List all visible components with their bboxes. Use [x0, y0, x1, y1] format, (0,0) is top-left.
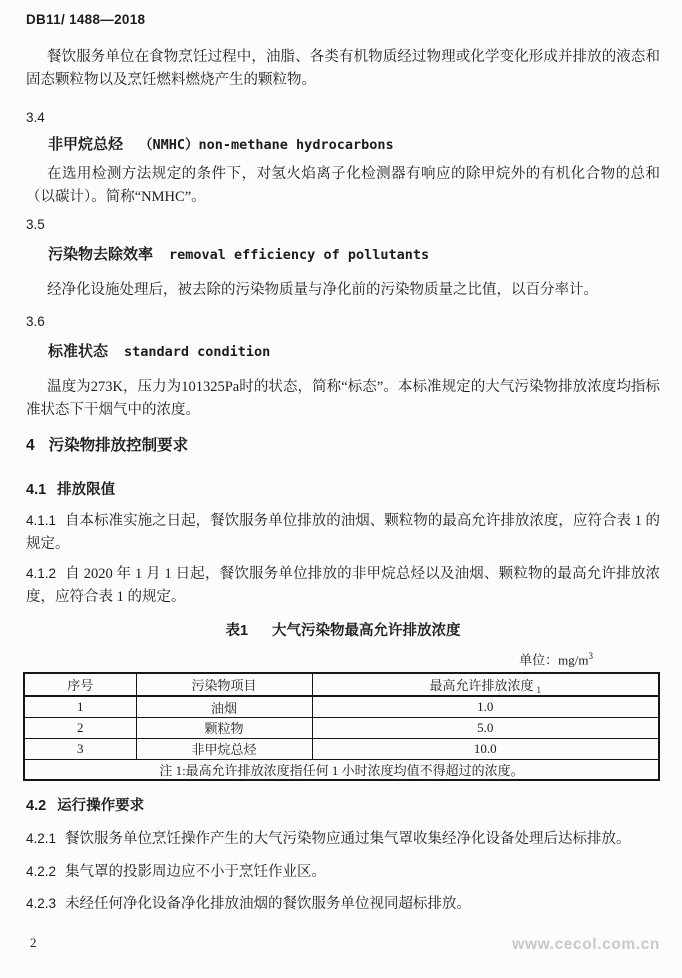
header-cell-index: 序号 [24, 673, 136, 696]
table-cell: 5.0 [312, 717, 659, 738]
table-row [24, 738, 659, 759]
section-4-title: 污染物排放控制要求 [48, 437, 189, 454]
table-unit-label [26, 649, 660, 667]
table-caption-title: 大气污染物最高允许排放浓度 [272, 623, 461, 639]
section-number-3-4: 3.4 [26, 110, 45, 125]
clause-4-2-3 [26, 892, 660, 916]
header-limit-subscript: 1 [536, 684, 541, 695]
table-header-row [24, 673, 659, 696]
table-row [24, 717, 659, 738]
section-number-3-5: 3.5 [26, 217, 45, 232]
table-cell: 2 [24, 717, 136, 738]
table-note-row [24, 759, 659, 780]
clause-text: 餐饮服务单位烹饪操作产生的大气污染物应通过集气罩收集经净化设备处理后达标排放。 [65, 831, 631, 848]
pollutant-limits-table [23, 672, 660, 781]
clause-4-2-2 [26, 860, 660, 884]
clause-number: 4.2.3 [26, 896, 57, 912]
subsection-4-1-title: 排放限值 [57, 482, 116, 498]
clause-text: 未经任何净化设备净化排放油烟的餐饮服务单位视同超标排放。 [65, 896, 472, 913]
header-cell-pollutant: 污染物项目 [136, 673, 312, 696]
table-cell: 1.0 [312, 696, 659, 717]
section-number-3-6: 3.6 [26, 314, 45, 329]
table-caption-label: 表1 [225, 623, 249, 639]
table-cell: 油烟 [136, 696, 312, 717]
term-en: standard condition [124, 344, 271, 360]
header-limit-text: 最高允许排放浓度 [429, 677, 534, 693]
unit-text: 单位：mg/m [519, 652, 589, 668]
subsection-4-1-heading [26, 481, 660, 499]
term-definition-3-4: 在选用检测方法规定的条件下，对氢火焰离子化检测器有响应的除甲烷外的有机化合物的总和（以碳计）。简称“NMHC”。 [26, 166, 660, 205]
intro-paragraph: 餐饮服务单位在食物烹饪过程中，油脂、各类有机物质经过物理或化学变化形成并排放的液态和固态颗粒物以及烹饪燃料燃烧产生的颗粒物。 [26, 49, 660, 88]
header-cell-limit [312, 673, 659, 696]
watermark: www.cecol.com.cn [512, 936, 660, 953]
term-line-3-6 [48, 342, 660, 362]
table-cell: 3 [24, 738, 136, 759]
term-line-3-4 [48, 135, 660, 155]
table-cell: 颗粒物 [136, 717, 312, 738]
subsection-4-1-number: 4.1 [26, 482, 47, 498]
clause-4-1-2 [26, 562, 660, 609]
section-4-heading [26, 436, 660, 456]
unit-superscript: 3 [588, 651, 593, 661]
clause-4-2-1 [26, 827, 660, 851]
clause-number: 4.1.1 [26, 513, 57, 528]
section-4-number: 4 [26, 437, 35, 454]
term-definition-3-6: 温度为273K，压力为101325Pa时的状态，简称“标态”。本标准规定的大气污染物排放浓度均指标准状态下干烟气中的浓度。 [26, 379, 660, 418]
clause-number: 4.1.2 [26, 566, 57, 581]
term-en: （NMHC）non-methane hydrocarbons [139, 137, 394, 153]
table-cell: 1 [24, 696, 136, 717]
clause-number: 4.2.2 [26, 864, 57, 880]
clause-text: 自 2020 年 1 月 1 日起，餐饮服务单位排放的非甲烷总烃以及油烟、颗粒物的最高允许排放浓度，应符合表 1 的规定。 [26, 566, 660, 605]
table-cell: 10.0 [312, 738, 659, 759]
term-en: removal efficiency of pollutants [169, 247, 430, 263]
subsection-4-2-number: 4.2 [26, 798, 47, 815]
term-zh: 标准状态 [48, 343, 109, 360]
term-line-3-5 [48, 245, 660, 265]
standard-number-header: DB11/ 1488—2018 [26, 12, 146, 27]
term-zh: 污染物去除效率 [48, 246, 154, 263]
clause-4-1-1 [26, 509, 660, 556]
term-definition-3-5: 经净化设施处理后，被去除的污染物质量与净化前的污染物质量之比值，以百分率计。 [47, 282, 598, 298]
table-cell: 非甲烷总烃 [136, 738, 312, 759]
table-caption [26, 622, 660, 640]
term-zh: 非甲烷总烃 [48, 136, 124, 153]
subsection-4-2-title: 运行操作要求 [57, 798, 145, 815]
clause-number: 4.2.1 [26, 831, 57, 847]
table-note: 注 1:最高允许排放浓度指任何 1 小时浓度均值不得超过的浓度。 [24, 759, 659, 780]
subsection-4-2-heading [26, 797, 660, 815]
clause-text: 集气罩的投影周边应不小于烹饪作业区。 [65, 864, 327, 881]
clause-text: 自本标准实施之日起，餐饮服务单位排放的油烟、颗粒物的最高允许排放浓度，应符合表 1 的规定。 [26, 513, 660, 552]
table-row [24, 696, 659, 717]
subsection-4-2-body [26, 827, 660, 916]
page-number: 2 [30, 935, 37, 950]
